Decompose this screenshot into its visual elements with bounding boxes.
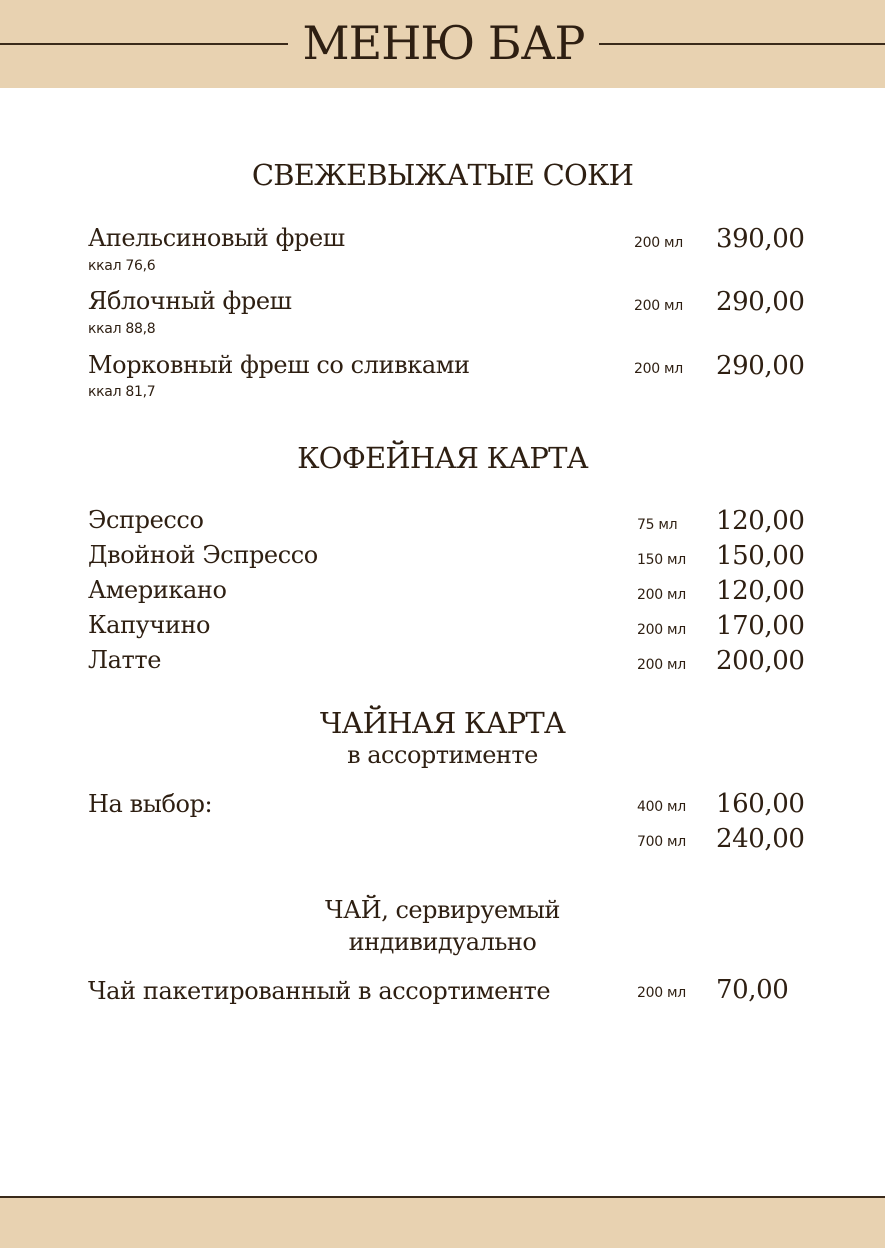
item-name: Американо — [88, 576, 227, 604]
footer-band — [0, 1196, 885, 1248]
item-volume: 75 мл — [637, 517, 678, 533]
section-title-tea: ЧАЙНАЯ КАРТА — [319, 706, 566, 740]
item-volume: 700 мл — [637, 834, 686, 850]
item-name: На выбор: — [88, 790, 213, 818]
item-name: Капучино — [88, 611, 211, 639]
item-volume: 200 мл — [634, 298, 683, 314]
item-name: Морковный фреш со сливками — [88, 351, 470, 379]
item-price: 240,00 — [716, 824, 805, 854]
header-divider-right — [599, 43, 885, 45]
item-name: Апельсиновый фреш — [88, 224, 345, 252]
item-name: Эспрессо — [88, 506, 204, 534]
item-price: 70,00 — [716, 975, 789, 1005]
item-price: 120,00 — [716, 576, 805, 606]
item-volume: 400 мл — [637, 799, 686, 815]
item-price: 290,00 — [716, 287, 805, 317]
header-divider-left — [0, 43, 288, 45]
item-name: Яблочный фреш — [88, 287, 292, 315]
item-volume: 200 мл — [637, 657, 686, 673]
item-name: Двойной Эспрессо — [88, 541, 318, 569]
item-volume: 150 мл — [637, 552, 686, 568]
item-volume: 200 мл — [637, 587, 686, 603]
item-name: Чай пакетированный в ассортименте — [88, 977, 551, 1005]
section-title-coffee: КОФЕЙНАЯ КАРТА — [297, 441, 588, 475]
section-title-juices: СВЕЖЕВЫЖАТЫЕ СОКИ — [251, 158, 634, 192]
item-kcal: ккал 81,7 — [88, 384, 156, 400]
item-price: 390,00 — [716, 224, 805, 254]
item-price: 200,00 — [716, 646, 805, 676]
section-subtitle-tea: в ассортименте — [347, 741, 538, 769]
item-name: Латте — [88, 646, 162, 674]
item-price: 170,00 — [716, 611, 805, 641]
item-price: 150,00 — [716, 541, 805, 571]
item-price: 290,00 — [716, 351, 805, 381]
item-volume: 200 мл — [634, 361, 683, 377]
item-kcal: ккал 76,6 — [88, 258, 156, 274]
item-kcal: ккал 88,8 — [88, 321, 156, 337]
item-price: 160,00 — [716, 789, 805, 819]
section-title-individual-tea-line2: индивидуально — [348, 928, 537, 956]
item-price: 120,00 — [716, 506, 805, 536]
item-volume: 200 мл — [637, 985, 686, 1001]
section-title-individual-tea-line1: ЧАЙ, сервируемый — [325, 896, 560, 924]
page-title: МЕНЮ БАР — [302, 16, 585, 70]
item-volume: 200 мл — [637, 622, 686, 638]
item-volume: 200 мл — [634, 235, 683, 251]
